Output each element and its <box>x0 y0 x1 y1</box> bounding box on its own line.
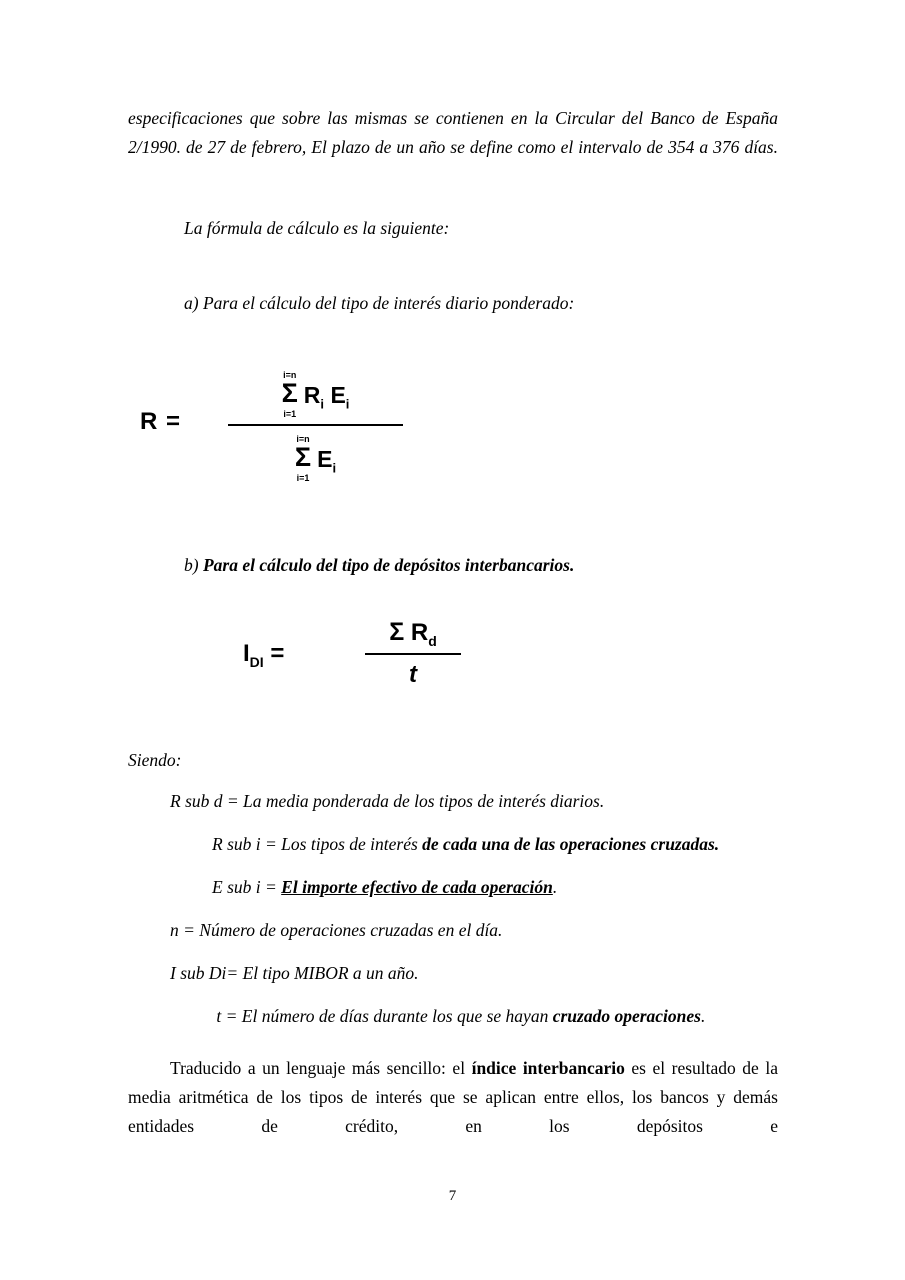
sigma-icon: Σ <box>281 378 298 408</box>
page-number: 7 <box>448 1188 457 1204</box>
lead-line: La fórmula de cálculo es la siguiente: <box>184 218 450 238</box>
formula1-den-sigma-upper: i=n <box>296 434 310 444</box>
formula1-lhs: R = <box>140 408 182 435</box>
formula1-numerator-terms <box>304 382 350 412</box>
formula-interbank-deposit-rate <box>128 604 778 714</box>
definition-ei <box>128 874 778 900</box>
definition-ei-emphasis: El importe efectivo de cada operación <box>281 877 553 897</box>
formula1-denominator-term <box>317 446 336 476</box>
item-a-line: a) Para el cálculo del tipo de interés diario ponderado: <box>184 293 575 313</box>
definition-t <box>128 1003 778 1029</box>
formula2-term-R-sub: d <box>428 632 437 649</box>
formula2-denominator: t <box>409 660 417 688</box>
definition-ri-end: . <box>714 834 720 854</box>
formula1-numerator <box>223 362 408 424</box>
definition-ei-text: E sub i = <box>212 877 282 897</box>
definition-t-text: t = El número de días durante los que se hayan <box>212 1006 553 1026</box>
formula1-term-R: R <box>303 381 321 408</box>
sigma-icon: Σ <box>294 442 312 472</box>
definition-n: n = Número de operaciones cruzadas en el día. <box>170 920 503 940</box>
definition-t-emphasis: cruzado operaciones <box>552 1006 701 1026</box>
siendo-label: Siendo: <box>128 750 182 770</box>
definition-ri <box>128 831 778 857</box>
formula1-den-term-E-sub: i <box>332 460 337 476</box>
formula1-term-R-sub: i <box>320 396 325 412</box>
definition-t-end: . <box>700 1006 706 1026</box>
definition-idi: I sub Di= El tipo MIBOR a un año. <box>170 963 419 983</box>
formula2-lhs-I: I <box>243 640 250 667</box>
item-b-line <box>128 555 778 576</box>
closing-paragraph <box>128 1054 778 1141</box>
definition-rd: R sub d = La media ponderada de los tipos de interés diarios. <box>170 791 605 811</box>
formula1-term-E-sub: i <box>345 396 350 412</box>
definition-ri-text: R sub i = Los tipos de interés <box>212 834 423 854</box>
formula1-num-sigma-lower: i=1 <box>283 409 297 419</box>
formula1-den-term-E: E <box>317 445 333 472</box>
formula1-denominator <box>223 426 408 486</box>
formula2-numerator <box>343 618 483 653</box>
formula1-term-E: E <box>330 381 346 408</box>
page-content <box>128 104 778 1141</box>
formula1-denominator-summation <box>295 426 311 489</box>
item-b-marker: b) <box>184 555 203 575</box>
item-b-text: Para el cálculo del tipo de depósitos interbancarios. <box>202 555 575 575</box>
sigma-icon: Σ <box>389 618 405 646</box>
formula2-term-R: R <box>410 619 429 646</box>
closing-part1: Traducido a un lenguaje más sencillo: el <box>170 1058 472 1078</box>
definition-ri-emphasis: de cada una de las operaciones cruzadas <box>422 834 715 854</box>
formula1-numerator-summation <box>282 362 298 425</box>
formula1-fraction <box>223 362 408 486</box>
formula2-lhs-sub: DI <box>249 653 264 670</box>
intro-paragraph: especificaciones que sobre las mismas se contienen en la Circular del Banco de España 2/1990. de 27 de febrero, El plazo de un año se define como el intervalo de 354 a 376 días. <box>128 108 778 157</box>
closing-part2: es el resultado de la media aritmética de los tipos de interés que se aplican entre ellos, los bancos y demás entidades de crédito, en los depósitos e <box>128 1058 778 1136</box>
formula2-equals: = <box>263 640 285 667</box>
formula2-fraction <box>343 618 483 689</box>
formula2-lhs <box>243 640 284 670</box>
definition-ei-end: . <box>552 877 558 897</box>
closing-emphasis: índice interbancario <box>471 1058 625 1078</box>
formula1-num-sigma-upper: i=n <box>283 370 297 380</box>
formula-daily-weighted-rate <box>128 362 778 507</box>
formula1-den-sigma-lower: i=1 <box>296 473 310 483</box>
